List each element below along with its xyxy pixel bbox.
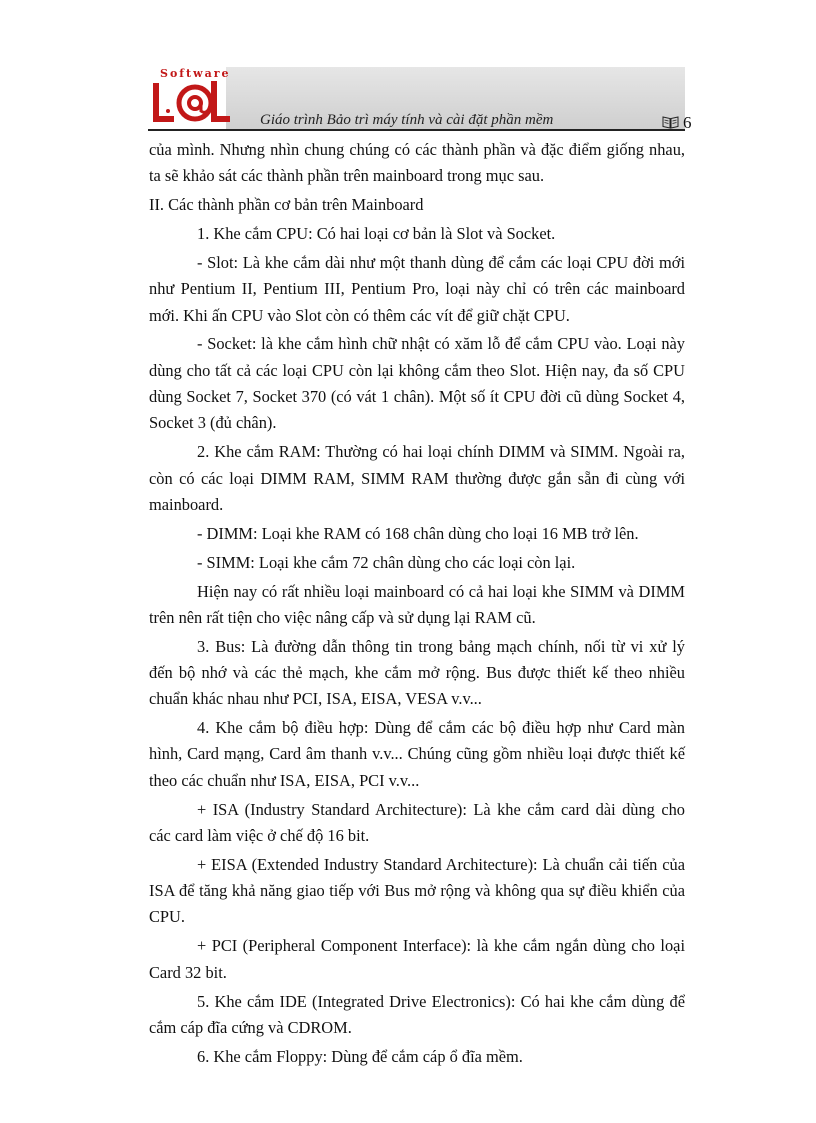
- paragraph: - SIMM: Loại khe cắm 72 chân dùng cho các loại còn lại.: [197, 552, 576, 572]
- paragraph: + EISA (Extended Industry Standard Architecture): Là chuẩn cải tiến của ISA để tăng khả năng giao tiếp với Bus mở rộng và không qua sự điều khiển của CPU.: [149, 854, 685, 927]
- paragraph: + PCI (Peripheral Component Interface): là khe cắm ngắn dùng cho loại Card 32 bit.: [149, 936, 685, 982]
- paragraph: 2. Khe cắm RAM: Thường có hai loại chính DIMM và SIMM. Ngoài ra, còn có các loại DIMM RAM, SIMM RAM thường được gắn sẵn đi cùng với mainboard.: [149, 442, 685, 514]
- section-heading: II. Các thành phần cơ bản trên Mainboard: [149, 195, 424, 215]
- page-number: [662, 113, 692, 133]
- paragraph: 4. Khe cắm bộ điều hợp: Dùng để cắm các bộ điều hợp như Card màn hình, Card mạng, Card âm thanh v.v... Chúng cũng gồm nhiều loại được thiết kế theo các chuẩn như ISA, EISA, PCI v.v...: [149, 718, 685, 790]
- paragraph: 1. Khe cắm CPU: Có hai loại cơ bản là Slot và Socket.: [197, 224, 556, 244]
- paragraph: + ISA (Industry Standard Architecture): Là khe cắm card dài dùng cho các card làm việc ở chế độ 16 bit.: [149, 799, 685, 845]
- paragraph: 6. Khe cắm Floppy: Dùng để cắm cáp ổ đĩa mềm.: [197, 1046, 523, 1066]
- page-number-value: 6: [683, 113, 692, 132]
- logo-at-icon: [148, 67, 236, 129]
- paragraph: Hiện nay có rất nhiều loại mainboard có cả hai loại khe SIMM và DIMM trên nên rất tiện cho việc nâng cấp và sử dụng lại RAM cũ.: [149, 581, 685, 627]
- header-title: Giáo trình Bảo trì máy tính và cài đặt phần mềm: [260, 112, 554, 128]
- paragraph: - Socket: là khe cắm hình chữ nhật có xăm lỗ để cắm CPU vào. Loại này dùng cho tất cả các loại CPU còn lại không cắm theo Slot. Hiện nay, đa số CPU dùng Socket 7, Socket 370 (có vát 1 chân). Một số ít CPU đời cũ dùng Socket 4, Socket 3 (đủ chân).: [149, 334, 685, 433]
- logo-text: Software: [160, 67, 231, 80]
- paragraph: 5. Khe cắm IDE (Integrated Drive Electronics): Có hai khe cắm dùng để cắm cáp đĩa cứng và CDROM.: [149, 991, 685, 1037]
- paragraph: của mình. Nhưng nhìn chung chúng có các thành phần và đặc điểm giống nhau, ta sẽ khảo sát các thành phần trên mainboard trong mục sau.: [149, 140, 685, 186]
- body-text: [149, 137, 685, 1073]
- paragraph: - DIMM: Loại khe RAM có 168 chân dùng cho loại 16 MB trở lên.: [197, 523, 639, 543]
- book-icon: [662, 116, 679, 129]
- paragraph: - Slot: Là khe cắm dài như một thanh dùng để cắm các loại CPU đời mới như Pentium II, Pentium III, Pentium Pro, loại này chỉ có trên các mainboard mới. Khi ấn CPU vào Slot còn có thêm các vít để giữ chặt CPU.: [149, 252, 685, 325]
- page-header: [148, 67, 685, 131]
- paragraph: 3. Bus: Là đường dẫn thông tin trong bảng mạch chính, nối từ vi xử lý đến bộ nhớ và các thẻ mạch, khe cắm mở rộng. Bus được thiết kế theo nhiều chuẩn khác nhau như PCI, ISA, EISA, VESA v.v...: [149, 636, 685, 709]
- logo: [148, 67, 236, 129]
- header-rule: [148, 129, 685, 131]
